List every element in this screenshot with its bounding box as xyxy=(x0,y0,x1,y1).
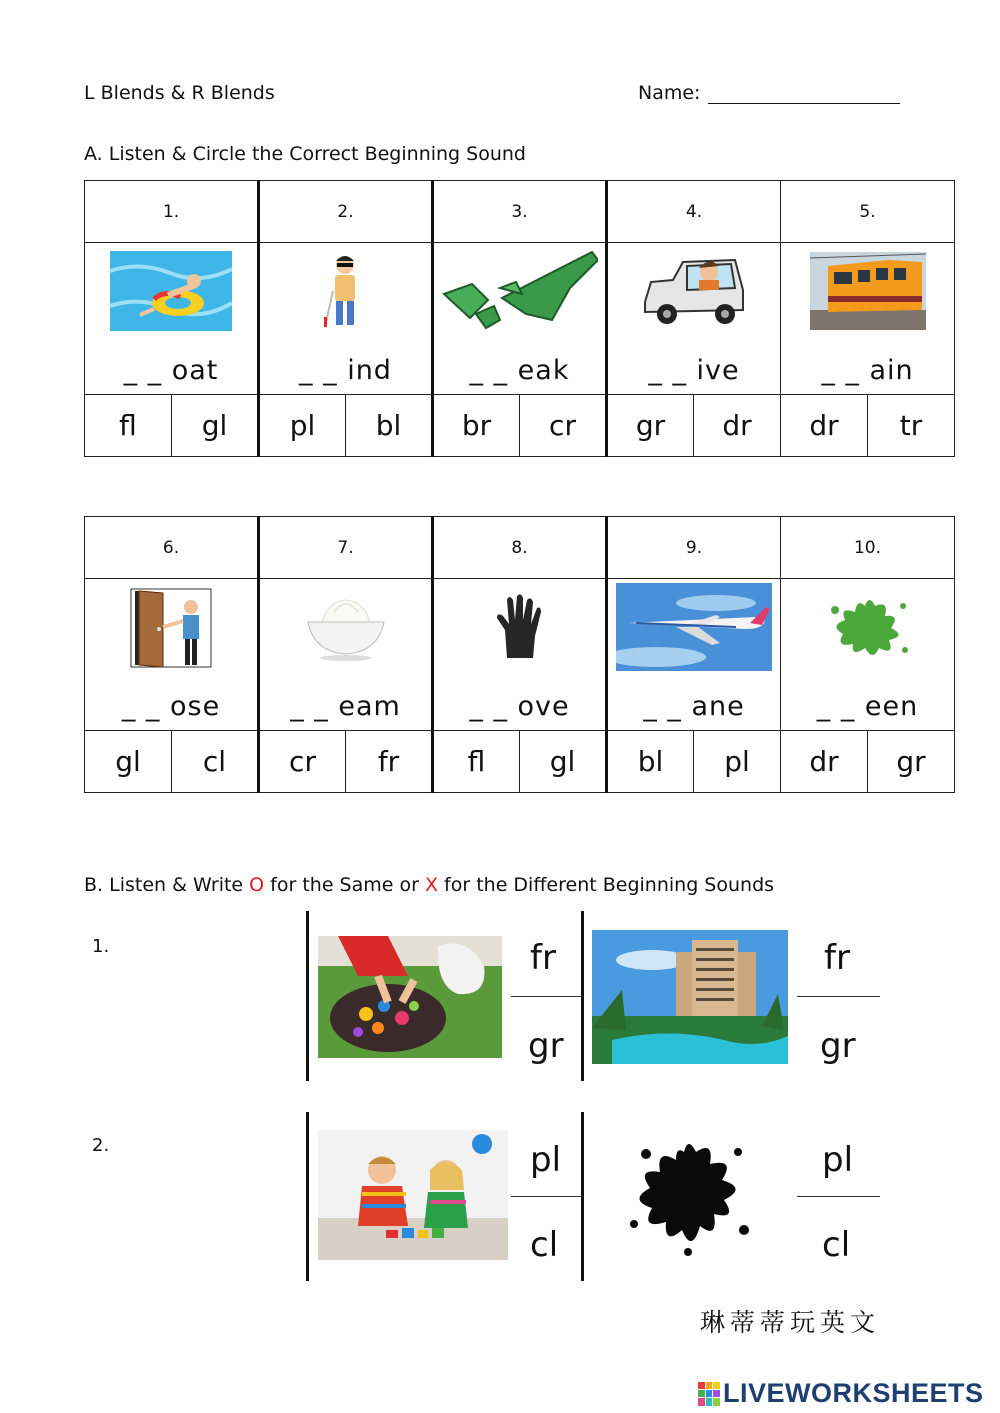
name-input-line[interactable] xyxy=(708,103,900,104)
green-splat-icon xyxy=(781,585,954,669)
item-number: 2. xyxy=(259,181,433,243)
section-b-title xyxy=(84,874,774,896)
answer-line xyxy=(511,996,583,997)
section-b-suffix: for the Different Beginning Sounds xyxy=(438,874,775,896)
cream-bowl-photo xyxy=(260,585,431,669)
blend-table-1 xyxy=(84,180,955,457)
broken-bottle-icon xyxy=(434,249,605,333)
item-cell xyxy=(607,243,781,395)
candy-bowl-photo xyxy=(318,936,502,1058)
closing-door-icon xyxy=(85,585,257,669)
answer-line xyxy=(511,1196,583,1197)
item-cell xyxy=(781,243,955,395)
blend-top: fr xyxy=(824,938,850,978)
option-choice[interactable]: fr xyxy=(346,731,433,793)
name-label: Name: xyxy=(638,82,701,104)
item-cell xyxy=(433,243,607,395)
option-choice[interactable]: br xyxy=(433,395,520,457)
option-choice[interactable]: cr xyxy=(259,731,346,793)
word-prompt: _ _ ane xyxy=(643,691,745,722)
blend-top: pl xyxy=(822,1140,854,1180)
word-prompt: _ _ ain xyxy=(821,355,914,386)
item-cell xyxy=(259,243,433,395)
option-choice[interactable]: pl xyxy=(259,395,346,457)
blind-man-icon xyxy=(260,249,431,333)
option-choice[interactable]: dr xyxy=(781,395,868,457)
option-choice[interactable]: gr xyxy=(607,395,694,457)
option-choice[interactable]: gl xyxy=(85,731,172,793)
item-cell xyxy=(85,579,259,731)
option-choice[interactable]: cr xyxy=(520,395,607,457)
item-number: 3. xyxy=(433,181,607,243)
symbol-o: O xyxy=(249,874,265,896)
option-choice[interactable]: tr xyxy=(868,395,955,457)
option-choice[interactable]: dr xyxy=(781,731,868,793)
divider-line xyxy=(581,911,584,1081)
option-choice[interactable]: bl xyxy=(346,395,433,457)
resort-pool-photo xyxy=(592,930,788,1064)
blend-table-2 xyxy=(84,516,955,793)
item-cell xyxy=(85,243,259,395)
airplane-photo xyxy=(608,585,780,669)
item-number: 7. xyxy=(259,517,433,579)
train-photo xyxy=(781,249,954,333)
blend-top: fr xyxy=(530,938,556,978)
kids-playing-photo xyxy=(318,1130,508,1260)
option-choice[interactable]: fl xyxy=(433,731,520,793)
blend-top: pl xyxy=(530,1140,562,1180)
item-cell xyxy=(259,579,433,731)
item-number: 6. xyxy=(85,517,259,579)
part-b-number: 1. xyxy=(92,936,110,957)
item-cell xyxy=(781,579,955,731)
symbol-x: X xyxy=(424,874,438,896)
author-brand: 琳蒂蒂玩英文 xyxy=(700,1308,881,1337)
worksheet-title: L Blends & R Blends xyxy=(84,82,275,104)
divider-line xyxy=(306,1112,309,1281)
item-number: 9. xyxy=(607,517,781,579)
answer-line xyxy=(797,1196,880,1197)
glove-photo xyxy=(434,585,605,669)
word-prompt: _ _ ose xyxy=(121,691,221,722)
black-splat-icon xyxy=(626,1134,754,1258)
word-prompt: _ _ een xyxy=(816,691,919,722)
logo-mark-icon xyxy=(698,1382,720,1406)
word-prompt: _ _ eak xyxy=(469,355,570,386)
option-choice[interactable]: bl xyxy=(607,731,694,793)
option-choice[interactable]: gl xyxy=(172,395,259,457)
float-ring-pool-photo xyxy=(85,249,257,333)
option-choice[interactable]: fl xyxy=(85,395,172,457)
word-prompt: _ _ eam xyxy=(290,691,401,722)
divider-line xyxy=(581,1112,584,1281)
item-number: 8. xyxy=(433,517,607,579)
item-number: 1. xyxy=(85,181,259,243)
word-prompt: _ _ ind xyxy=(299,355,392,386)
word-prompt: _ _ oat xyxy=(123,355,219,386)
word-prompt: _ _ ove xyxy=(469,691,570,722)
section-b-mid: for the Same or xyxy=(264,874,425,896)
word-prompt: _ _ ive xyxy=(648,355,740,386)
option-choice[interactable]: dr xyxy=(694,395,781,457)
liveworksheets-logo[interactable] xyxy=(698,1378,984,1409)
option-choice[interactable]: pl xyxy=(694,731,781,793)
item-number: 4. xyxy=(607,181,781,243)
option-choice[interactable]: cl xyxy=(172,731,259,793)
item-number: 5. xyxy=(781,181,955,243)
blend-bottom: cl xyxy=(530,1225,559,1265)
logo-text: LIVEWORKSHEETS xyxy=(723,1378,984,1408)
blend-bottom: gr xyxy=(820,1026,856,1066)
option-choice[interactable]: gr xyxy=(868,731,955,793)
item-cell xyxy=(607,579,781,731)
option-choice[interactable]: gl xyxy=(520,731,607,793)
answer-line xyxy=(797,996,880,997)
part-b-number: 2. xyxy=(92,1135,110,1156)
driving-car-icon xyxy=(608,249,780,333)
section-a-title: A. Listen & Circle the Correct Beginning Sound xyxy=(84,143,526,165)
section-b-prefix: B. Listen & Write xyxy=(84,874,250,896)
divider-line xyxy=(306,911,309,1081)
item-cell xyxy=(433,579,607,731)
blend-bottom: cl xyxy=(822,1225,851,1265)
item-number: 10. xyxy=(781,517,955,579)
blend-bottom: gr xyxy=(528,1026,564,1066)
